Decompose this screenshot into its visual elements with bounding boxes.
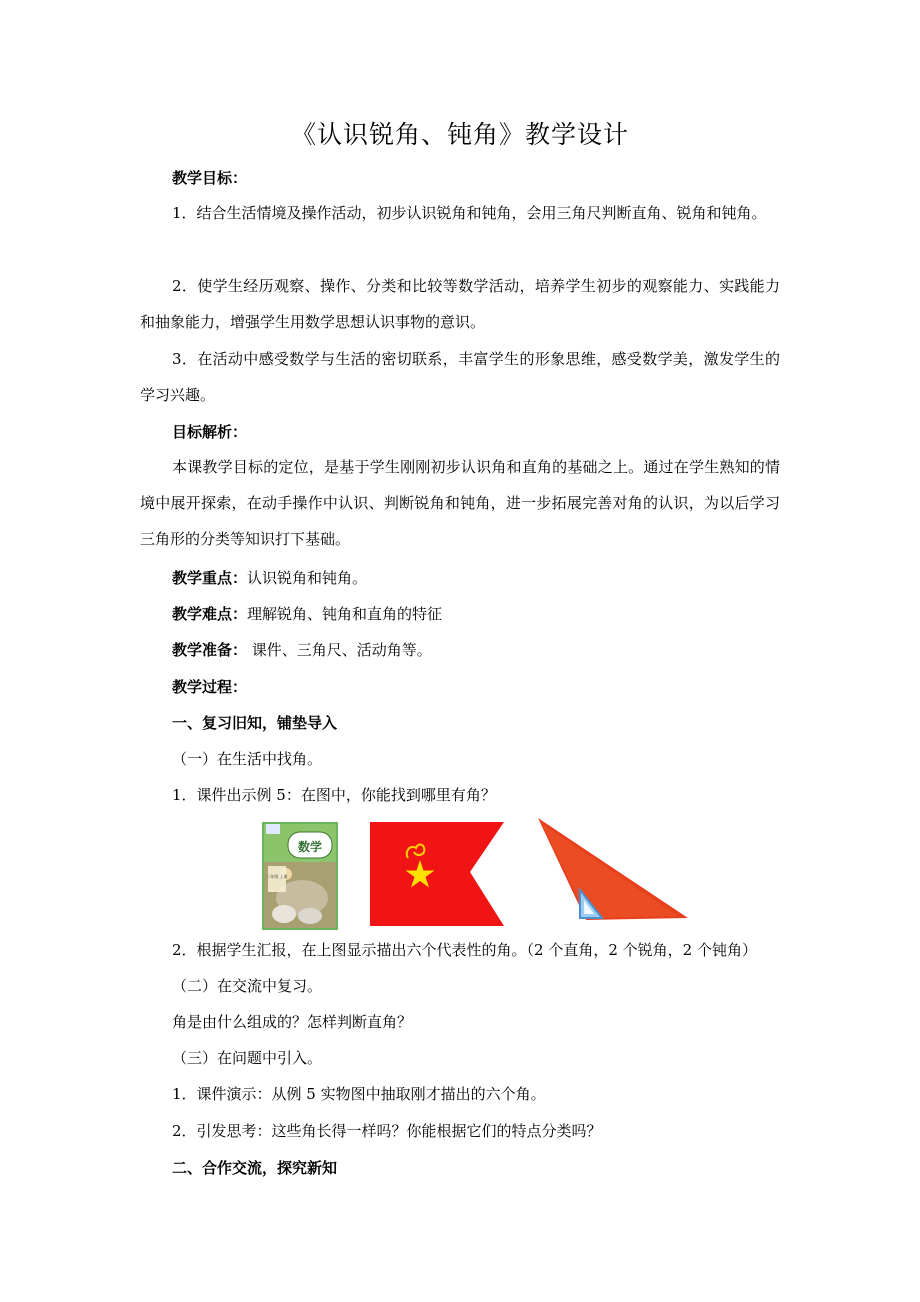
textbook-title: 数学 <box>297 840 323 854</box>
difficulty-label: 教学难点： <box>172 605 248 623</box>
textbook-grade: 二年级 上册 <box>266 874 288 879</box>
key-point-text: 认识锐角和钝角。 <box>247 569 368 587</box>
difficulty-text: 理解锐角、钝角和直角的特征 <box>247 605 443 623</box>
section-2-heading: 二、合作交流，探究新知 <box>172 1159 338 1177</box>
goal-item-1: 1．结合生活情境及操作活动，初步认识锐角和钝角，会用三角尺判断直角、锐角和钝角。 <box>172 204 767 222</box>
preparation-line <box>172 638 822 662</box>
subsection-2-question: 角是由什么组成的？怎样判断直角？ <box>172 1013 413 1031</box>
subsection-3-item-1: 1．课件演示：从例 5 实物图中抽取刚才描出的六个角。 <box>172 1085 546 1103</box>
subsection-1-item-2: 2．根据学生汇报，在上图显示描出六个代表性的角。（2 个直角，2 个锐角，2 个钝角） <box>172 941 757 959</box>
analysis-heading: 目标解析： <box>172 423 248 441</box>
subsection-1-heading: （一）在生活中找角。 <box>172 750 323 768</box>
goals-heading: 教学目标： <box>172 169 248 187</box>
preparation-text: 课件、三角尺、活动角等。 <box>247 641 432 659</box>
goal-item-3: 3．在活动中感受数学与生活的密切联系，丰富学生的形象思维，感受数学美，激发学生的学习兴趣。 <box>140 350 780 404</box>
flag-figure <box>370 822 506 926</box>
scarf-figure <box>538 818 692 924</box>
process-heading: 教学过程： <box>172 678 248 696</box>
subsection-2-heading: （二）在交流中复习。 <box>172 977 323 995</box>
textbook-figure <box>262 822 338 930</box>
page-title: 《认识锐角、钝角》教学设计 <box>290 120 629 149</box>
subsection-3-item-2: 2．引发思考：这些角长得一样吗？你能根据它们的特点分类吗？ <box>172 1122 602 1140</box>
subsection-3-heading: （三）在问题中引入。 <box>172 1049 323 1067</box>
key-point-line <box>172 566 822 590</box>
difficulty-line <box>172 602 822 626</box>
example-figures <box>262 818 692 930</box>
section-1-heading: 一、复习旧知，铺垫导入 <box>172 714 338 732</box>
subsection-1-item-1: 1．课件出示例 5：在图中，你能找到哪里有角？ <box>172 786 496 804</box>
analysis-text: 本课教学目标的定位，是基于学生刚刚初步认识角和直角的基础之上。通过在学生熟知的情境中展开探索，在动手操作中认识、判断锐角和钝角，进一步拓展完善对角的认识，为以后学习三角形的分类等知识打下基础。 <box>140 458 780 548</box>
preparation-label: 教学准备： <box>172 641 248 659</box>
key-point-label: 教学重点： <box>172 569 248 587</box>
goal-item-2: 2．使学生经历观察、操作、分类和比较等数学活动，培养学生初步的观察能力、实践能力和抽象能力，增强学生用数学思想认识事物的意识。 <box>140 277 780 331</box>
